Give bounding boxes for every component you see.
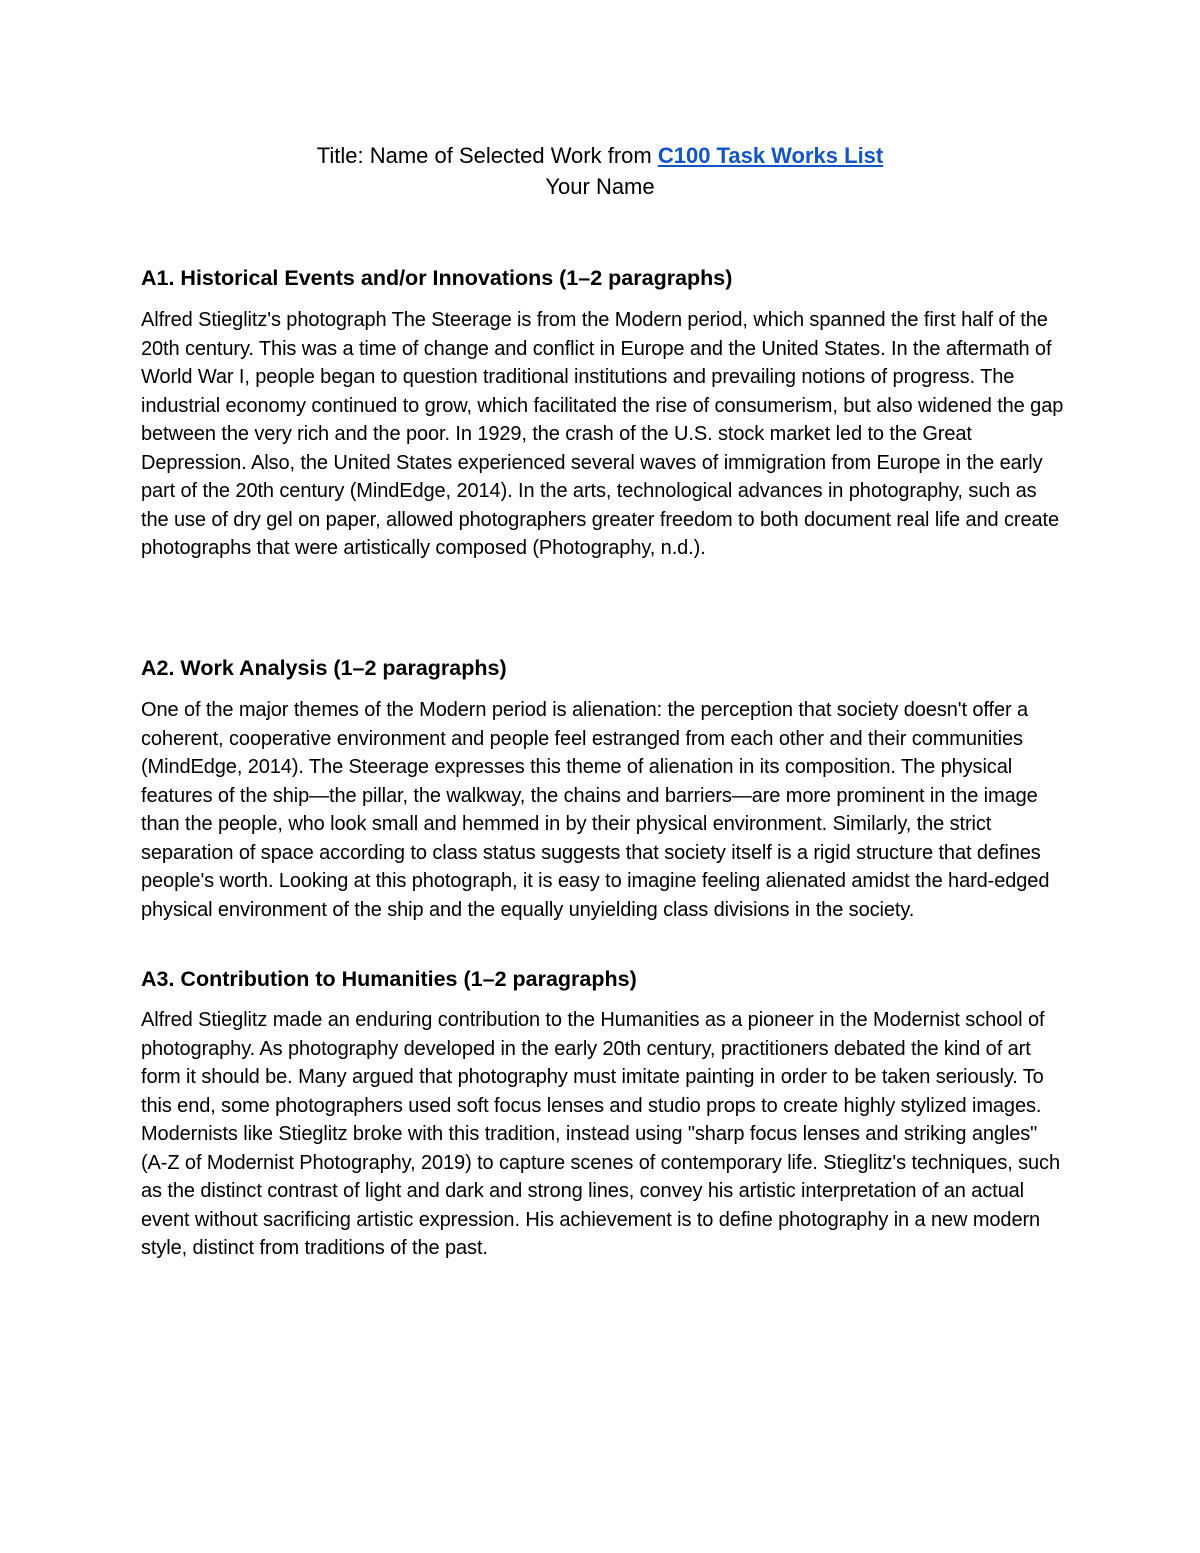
document-header: [0, 140, 1200, 202]
section-heading-a2: A2. Work Analysis (1–2 paragraphs): [141, 656, 507, 680]
section-body-a2: One of the major themes of the Modern period is alienation: the perception that society doesn't offer a coherent, cooperative environment and people feel estranged from each other and their communities (MindEdge, 2014). The Steerage expresses this theme of alienation in its composition. The physical features of the ship—the pillar, the walkway, the chains and barriers—are more prominent in the image than the people, who look small and hemmed in by their physical environment. Similarly, the strict separation of space according to class status suggests that society itself is a rigid structure that defines people's worth. Looking at this photograph, it is easy to imagine feeling alienated amidst the hard-edged physical environment of the ship and the equally unyielding class divisions in the society.: [141, 699, 1050, 921]
task-works-list-link[interactable]: C100 Task Works List: [657, 143, 884, 168]
section-body-a1: Alfred Stieglitz's photograph The Steerage is from the Modern period, which spanned the first half of the 20th century. This was a time of change and conflict in Europe and the United States. In the aftermath of World War I, people began to question traditional institutions and prevailing notions of progress. The industrial economy continued to grow, which facilitated the rise of consumerism, but also widened the gap between the very rich and the poor. In 1929, the crash of the U.S. stock market led to the Great Depression. Also, the United States experienced several waves of immigration from Europe in the early part of the 20th century (MindEdge, 2014). In the arts, technological advances in photography, such as the use of dry gel on paper, allowed photographers greater freedom to both document real life and create photographs that were artistically composed (Photography, n.d.).: [141, 309, 1064, 559]
title-line: [0, 140, 1200, 171]
author-name: Your Name: [545, 174, 655, 199]
section-heading-a1: A1. Historical Events and/or Innovations (1–2 paragraphs): [141, 266, 733, 290]
section-heading-a3: A3. Contribution to Humanities (1–2 paragraphs): [141, 967, 637, 991]
title-prefix: Title: Name of Selected Work from: [316, 143, 658, 168]
section-body-a3: Alfred Stieglitz made an enduring contribution to the Humanities as a pioneer in the Modernist school of photography. As photography developed in the early 20th century, practitioners debated the kind of art form it should be. Many argued that photography must imitate painting in order to be taken seriously. To this end, some photographers used soft focus lenses and studio props to create highly stylized images. Modernists like Stieglitz broke with this tradition, instead using "sharp focus lenses and striking angles" (A-Z of Modernist Photography, 2019) to capture scenes of contemporary life. Stieglitz's techniques, such as the distinct contrast of light and dark and strong lines, convey his artistic interpretation of an actual event without sacrificing artistic expression. His achievement is to define photography in a new modern style, distinct from traditions of the past.: [141, 1009, 1060, 1259]
